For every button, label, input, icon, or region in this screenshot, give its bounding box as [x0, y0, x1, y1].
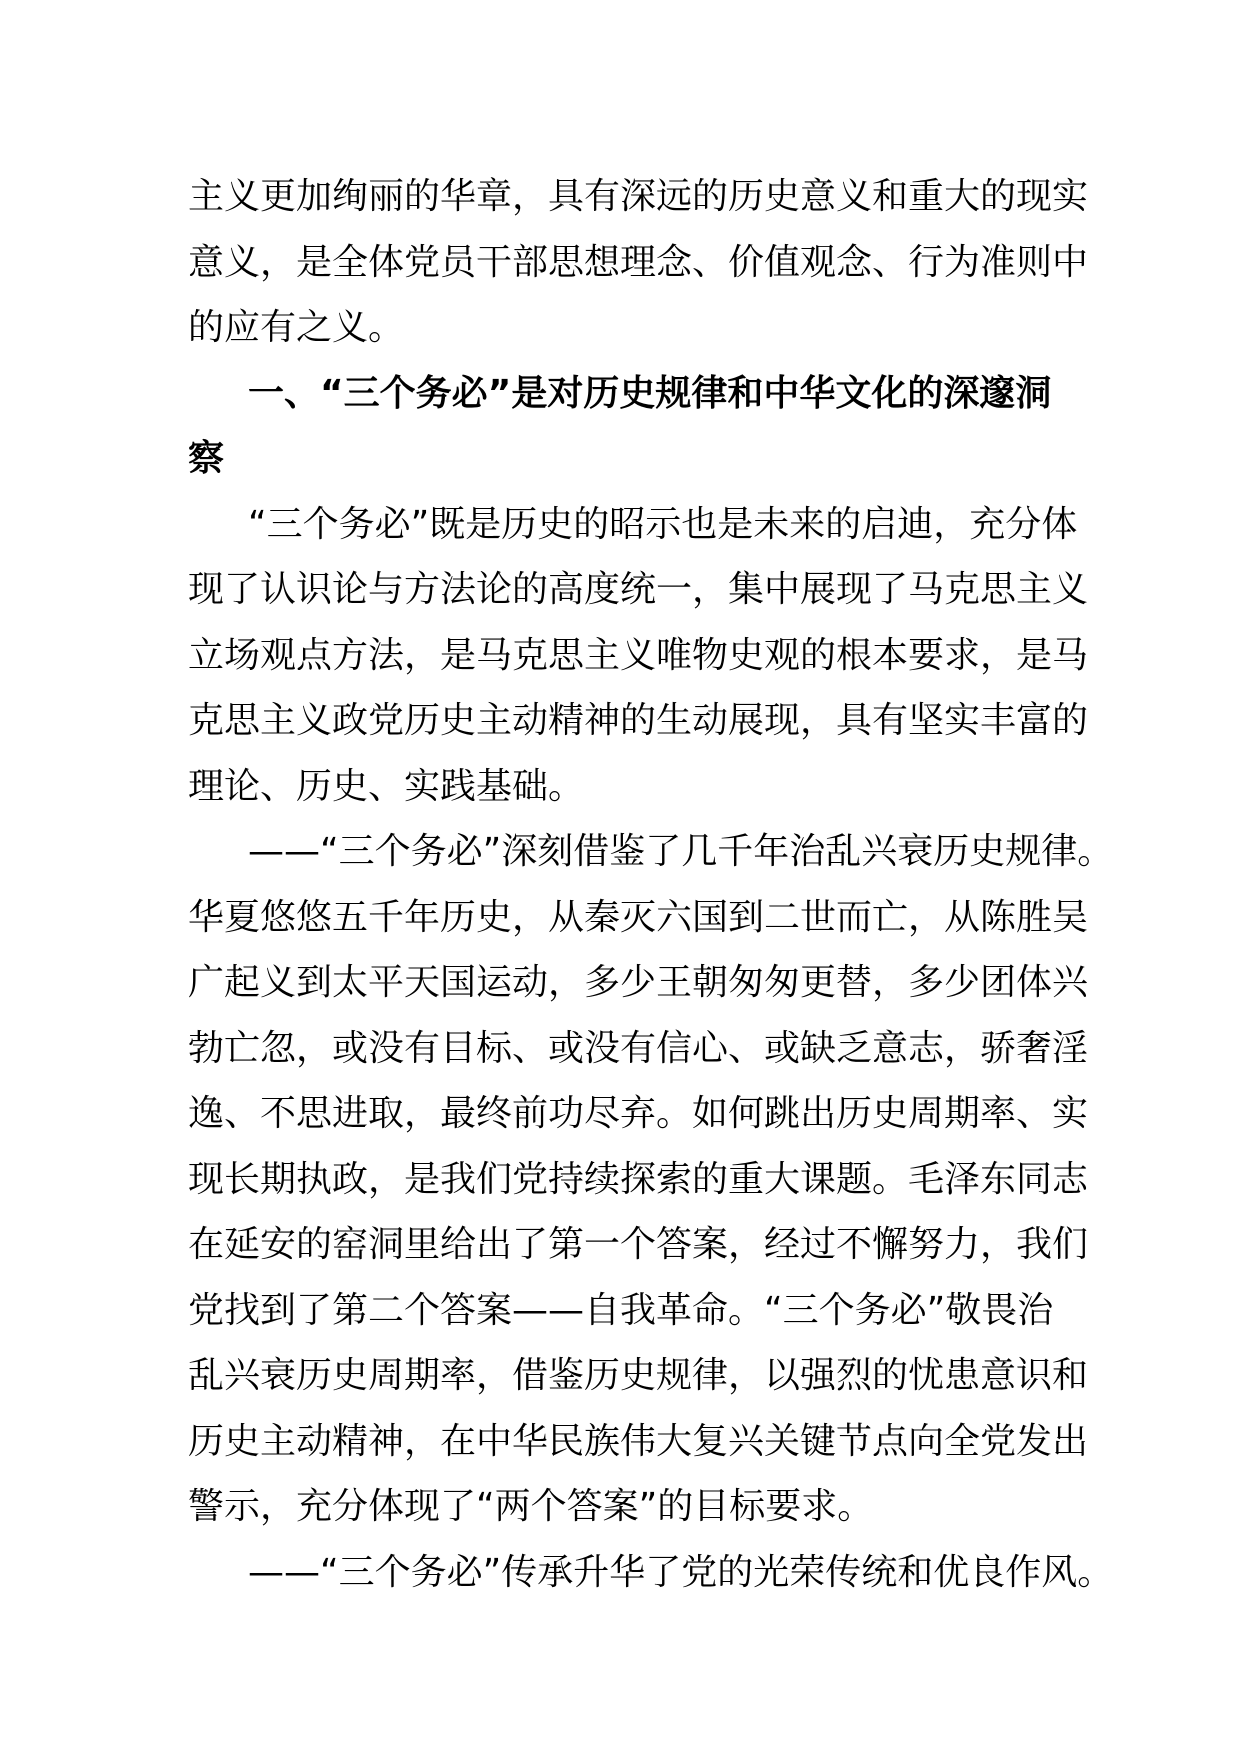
text-line: 历史主动精神，在中华民族伟大复兴关键节点向全党发出: [188, 1420, 1089, 1462]
text-line: 党找到了第二个答案——自我革命。“三个务必”敬畏治: [188, 1289, 1054, 1331]
text-line: 乱兴衰历史周期率，借鉴历史规律，以强烈的忧患意识和: [188, 1355, 1089, 1396]
text-line: 广起义到太平天国运动，多少王朝匆匆更替，多少团体兴: [188, 962, 1089, 1003]
text-line: 警示，充分体现了“两个答案”的目标要求。: [188, 1486, 874, 1527]
text-line: “三个务必”既是历史的昭示也是未来的启迪，充分体: [248, 503, 1078, 545]
text-line: 在延安的窑洞里给出了第一个答案，经过不懈努力，我们: [188, 1224, 1089, 1265]
document-body: [188, 164, 1114, 1605]
text-line: 华夏悠悠五千年历史，从秦灭六国到二世而亡，从陈胜吴: [188, 896, 1089, 938]
section-heading-line: 一、“三个务必”是对历史规律和中华文化的深邃洞: [248, 372, 1052, 414]
text-line: 的应有之义。: [188, 307, 405, 348]
text-line: 立场观点方法，是马克思主义唯物史观的根本要求，是马: [188, 634, 1089, 676]
text-line: 逸、不思进取，最终前功尽弃。如何跳出历史周期率、实: [188, 1093, 1089, 1134]
text-line: 现了认识论与方法论的高度统一，集中展现了马克思主义: [188, 569, 1089, 610]
text-line: 现长期执政，是我们党持续探索的重大课题。毛泽东同志: [188, 1158, 1089, 1200]
text-line: 主义更加绚丽的华章，具有深远的历史意义和重大的现实: [188, 176, 1089, 217]
text-line: 勃亡忽，或没有目标、或没有信心、或缺乏意志，骄奢淫: [188, 1027, 1089, 1069]
text-line: ——“三个务必”深刻借鉴了几千年治乱兴衰历史规律。: [248, 831, 1114, 872]
text-line: 意义，是全体党员干部思想理念、价值观念、行为准则中: [188, 241, 1089, 283]
text-line: 理论、历史、实践基础。: [188, 765, 585, 807]
section-heading-line: 察: [188, 438, 225, 479]
text-line: ——“三个务必”传承升华了党的光荣传统和优良作风。: [248, 1551, 1114, 1593]
text-line: 克思主义政党历史主动精神的生动展现，具有坚实丰富的: [188, 700, 1089, 741]
